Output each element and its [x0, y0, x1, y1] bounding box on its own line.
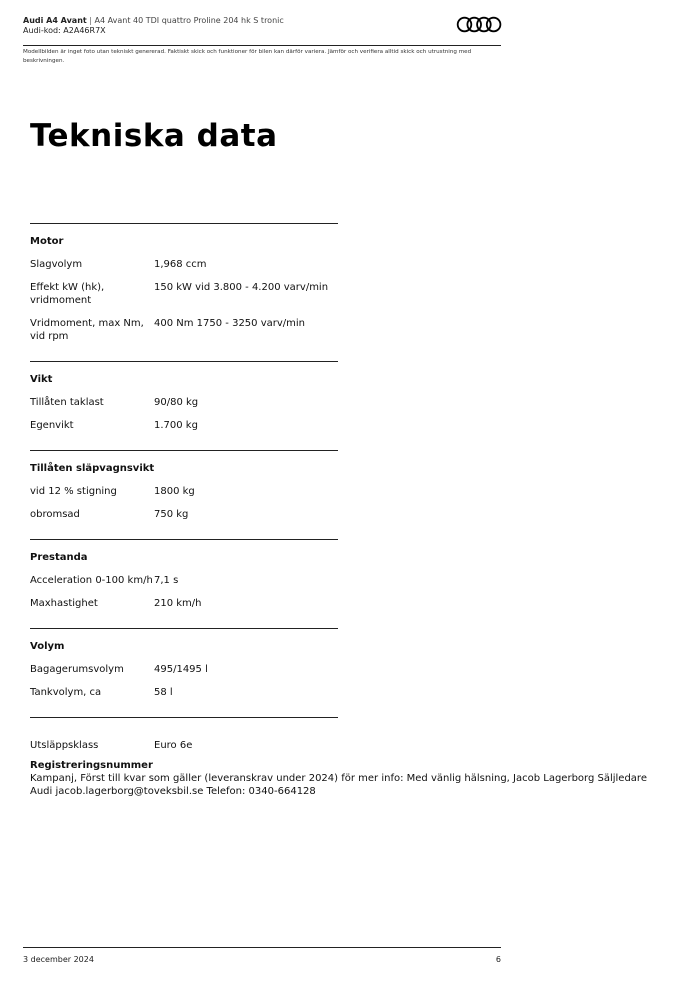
header-divider	[23, 45, 501, 46]
audi-rings-icon	[456, 16, 502, 33]
spec-value: 210 km/h	[154, 598, 202, 609]
document-header	[23, 16, 501, 36]
page-number: 6	[495, 955, 501, 964]
spec-label: Utsläppsklass	[30, 740, 99, 751]
registration-title: Registreringsnummer	[30, 760, 153, 771]
spec-value: 750 kg	[154, 509, 189, 520]
footer-date: 3 december 2024	[23, 955, 94, 964]
spec-value: 400 Nm 1750 - 3250 varv/min	[154, 318, 306, 329]
spec-row	[30, 508, 338, 521]
spec-label: Effekt kW (hk), vridmoment	[30, 282, 105, 306]
spec-value: 150 kW vid 3.800 - 4.200 varv/min	[154, 282, 329, 293]
spec-row	[30, 739, 338, 752]
spec-row	[30, 317, 338, 343]
spec-value: 495/1495 l	[154, 664, 208, 675]
model-name: Audi A4 Avant	[23, 16, 87, 25]
spec-label: Maxhastighet	[30, 598, 98, 609]
footer-divider	[23, 947, 501, 948]
audi-code: Audi-kod: A2A46R7X	[23, 26, 106, 35]
spec-row	[30, 396, 338, 409]
spec-row	[30, 485, 338, 498]
spec-value: Euro 6e	[154, 740, 193, 751]
spec-row	[30, 258, 338, 271]
model-line	[23, 16, 501, 26]
spec-row	[30, 663, 338, 676]
spec-label: Acceleration 0-100 km/h	[30, 575, 153, 586]
registration-text: Kampanj, Först till kvar som gäller (leveranskrav under 2024) för mer info: Med vänlig hälsning, Jacob Lagerborg Säljledare Audi jacob.lagerborg@toveksbil.se Telefon: 0340-664128	[30, 773, 647, 797]
section-vikt	[30, 361, 338, 450]
spec-label: obromsad	[30, 509, 80, 520]
spec-value: 7,1 s	[154, 575, 179, 586]
model-variant: A4 Avant 40 TDI quattro Proline 204 hk S tronic	[94, 16, 284, 25]
section-slapvagnsvikt	[30, 450, 338, 539]
spec-row	[30, 419, 338, 432]
section-prestanda	[30, 539, 338, 628]
spec-row	[30, 281, 338, 307]
spec-label: Vridmoment, max Nm, vid rpm	[30, 318, 144, 342]
section-title: Prestanda	[30, 552, 88, 563]
spec-value: 1800 kg	[154, 486, 195, 497]
section-motor	[30, 223, 338, 361]
spec-label: Bagagerumsvolym	[30, 664, 124, 675]
spec-value: 58 l	[154, 687, 173, 698]
registration-block	[30, 759, 650, 798]
section-title: Vikt	[30, 374, 53, 385]
spec-label: Slagvolym	[30, 259, 83, 270]
spec-label: vid 12 % stigning	[30, 486, 117, 497]
ring-4	[487, 18, 501, 32]
page-title: Tekniska data	[30, 118, 278, 154]
section-volym	[30, 628, 338, 717]
spec-label: Egenvikt	[30, 420, 74, 431]
spec-row	[30, 686, 338, 699]
section-title: Volym	[30, 641, 65, 652]
spec-value: 1.700 kg	[154, 420, 198, 431]
model-separator: |	[89, 16, 92, 25]
spec-row	[30, 597, 338, 610]
specs-table	[30, 223, 338, 770]
spec-value: 1,968 ccm	[154, 259, 207, 270]
spec-value: 90/80 kg	[154, 397, 199, 408]
spec-label: Tillåten taklast	[30, 397, 104, 408]
section-title: Tillåten släpvagnsvikt	[30, 463, 155, 474]
section-title: Motor	[30, 236, 64, 247]
disclaimer-text: Modellbilden är inget foto utan tekniskt genererad. Faktiskt skick och funktioner för bilen kan därför variera. Jämför och verifiera alltid skick och utrustning med beskrivningen.	[23, 49, 472, 64]
spec-row	[30, 574, 338, 587]
spec-label: Tankvolym, ca	[30, 687, 102, 698]
